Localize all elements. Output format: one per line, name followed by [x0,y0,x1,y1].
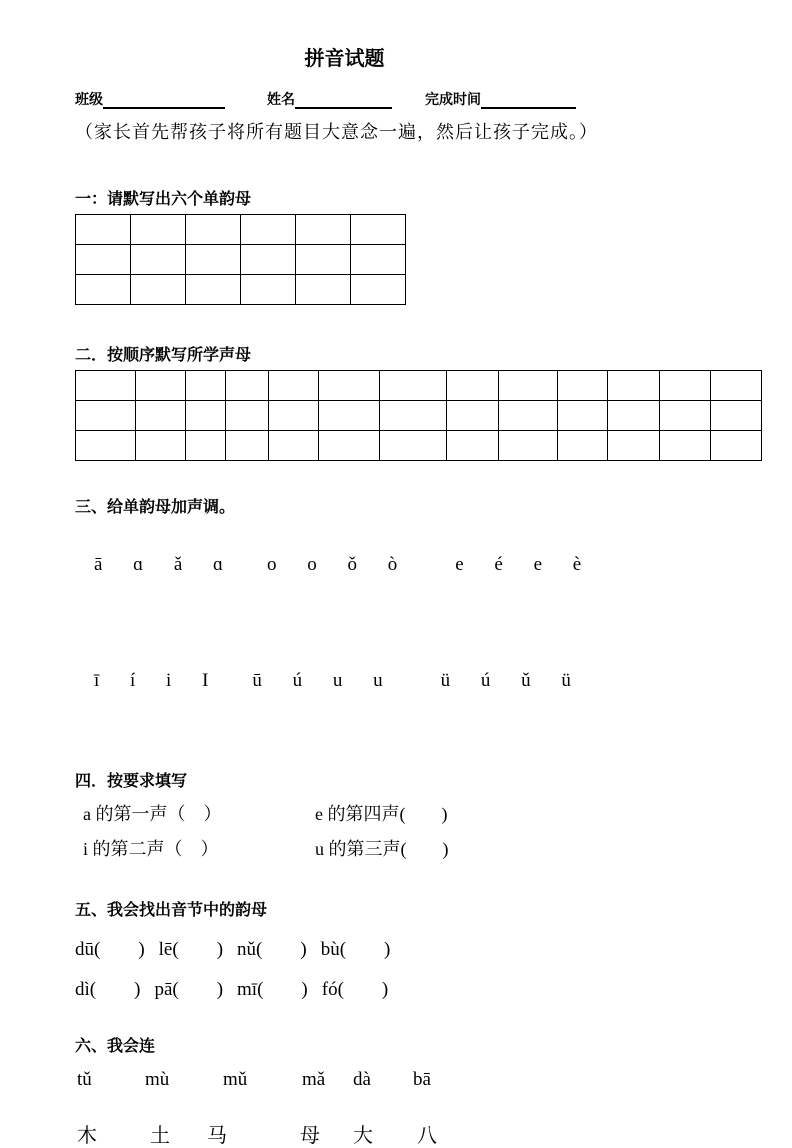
answer-cell[interactable] [269,431,319,461]
pinyin-ma[interactable]: mǎ [302,1069,326,1090]
answer-cell[interactable] [186,245,241,275]
answer-cell[interactable] [296,275,351,305]
answer-cell[interactable] [380,401,447,431]
pinyin-ba[interactable]: bā [413,1069,431,1090]
header-fields [75,89,764,109]
answer-cell[interactable] [608,431,660,461]
time-label: 完成时间 [425,91,481,107]
syllable-row-2 [75,974,764,1001]
answer-cell[interactable] [319,371,380,401]
name-blank[interactable] [295,92,392,109]
answer-cell[interactable] [351,215,406,245]
answer-cell[interactable] [660,431,711,461]
fill-row-2 [75,835,764,861]
pinyin-da[interactable]: dà [353,1069,371,1090]
answer-cell[interactable] [131,275,186,305]
answer-cell[interactable] [226,401,269,431]
answer-cell[interactable] [136,401,186,431]
answer-cell[interactable] [319,401,380,431]
answer-cell[interactable] [131,245,186,275]
class-label: 班级 [75,91,103,107]
answer-cell[interactable] [269,371,319,401]
answer-cell[interactable] [499,431,558,461]
answer-cell[interactable] [711,371,762,401]
answer-cell[interactable] [499,371,558,401]
answer-cell[interactable] [558,401,608,431]
tone-group-v: ü ú ǔ ü [440,670,571,691]
answer-cell[interactable] [269,401,319,431]
hanzi-earth[interactable]: 土 [150,1125,170,1147]
answer-cell[interactable] [447,401,499,431]
fill-row-1 [75,800,764,826]
connect-pinyin-row [75,1069,764,1097]
answer-cell[interactable] [319,431,380,461]
class-blank[interactable] [103,92,225,109]
syllable-bu[interactable]: bù( ) [320,939,391,960]
fill-item-u3[interactable]: u 的第三声( ) [315,839,449,859]
section1-heading: 一：请默写出六个单韵母 [75,191,252,208]
answer-cell[interactable] [608,371,660,401]
name-field [267,89,425,109]
answer-cell[interactable] [660,371,711,401]
syllable-le[interactable]: lē( ) [158,939,224,960]
pinyin-tu[interactable]: tǔ [77,1069,92,1090]
tone-group-e: e é e è [455,554,582,575]
answer-cell[interactable] [296,215,351,245]
pinyin-mu3[interactable]: mǔ [223,1069,248,1090]
hanzi-eight[interactable]: 八 [417,1125,437,1147]
time-blank[interactable] [481,92,576,109]
section2-answer-table [75,370,764,461]
answer-cell[interactable] [186,275,241,305]
hanzi-horse[interactable]: 马 [207,1125,227,1147]
section6-heading: 六、我会连 [75,1038,156,1055]
answer-cell[interactable] [447,431,499,461]
tone-group-a: ā ɑ ǎ ɑ [94,554,223,575]
answer-cell[interactable] [76,401,136,431]
section3-heading: 三、给单韵母加声调。 [75,499,236,516]
answer-cell[interactable] [76,371,136,401]
syllable-mi[interactable]: mī( ) [237,979,308,1000]
answer-cell[interactable] [186,371,226,401]
answer-cell[interactable] [136,371,186,401]
answer-cell[interactable] [660,401,711,431]
answer-cell[interactable] [241,245,296,275]
answer-cell[interactable] [380,431,447,461]
pinyin-mu4[interactable]: mù [145,1069,170,1090]
answer-cell[interactable] [76,215,131,245]
syllable-di[interactable]: dì( ) [75,979,141,1000]
parent-instruction-note: （家长首先帮孩子将所有题目大意念一遍，然后让孩子完成。） [75,122,598,142]
fill-item-a1[interactable]: a 的第一声（ ） [83,804,222,824]
tone-group-o: o o ǒ ò [267,554,398,575]
answer-cell[interactable] [131,215,186,245]
name-label: 姓名 [267,91,295,107]
answer-cell[interactable] [711,401,762,431]
tone-group-u: ū ú u u [252,670,383,691]
answer-cell[interactable] [76,245,131,275]
answer-cell[interactable] [447,371,499,401]
fill-item-i2[interactable]: i 的第二声（ ） [83,839,219,859]
answer-cell[interactable] [186,401,226,431]
section1-answer-table [75,214,764,305]
answer-cell[interactable] [226,431,269,461]
hanzi-big[interactable]: 大 [353,1125,373,1147]
answer-cell[interactable] [226,371,269,401]
answer-cell[interactable] [711,431,762,461]
answer-cell[interactable] [558,431,608,461]
answer-cell[interactable] [241,275,296,305]
answer-cell[interactable] [186,215,241,245]
hanzi-mother[interactable]: 母 [300,1125,320,1147]
answer-cell[interactable] [499,401,558,431]
class-field [75,89,267,109]
answer-cell[interactable] [76,431,136,461]
answer-cell[interactable] [351,275,406,305]
answer-cell[interactable] [351,245,406,275]
answer-cell[interactable] [608,401,660,431]
tone-row-1 [75,532,764,598]
connect-hanzi-row [75,1119,764,1147]
answer-cell[interactable] [296,245,351,275]
syllable-nu[interactable]: nǔ( ) [237,939,307,960]
syllable-row-1 [75,934,764,961]
syllable-fo[interactable]: fó( ) [321,979,389,1000]
tone-row-2 [75,648,764,714]
section2-heading: 二．按顺序默写所学声母 [75,347,252,364]
syllable-pa[interactable]: pā( ) [154,979,224,1000]
answer-cell[interactable] [241,215,296,245]
answer-cell[interactable] [186,431,226,461]
page-title: 拼音试题 [304,48,385,70]
answer-cell[interactable] [76,275,131,305]
tone-group-i: ī í i I [94,670,209,691]
hanzi-wood[interactable]: 木 [77,1125,97,1147]
section4-heading: 四．按要求填写 [75,773,188,790]
time-field [425,89,576,109]
section5-heading: 五、我会找出音节中的韵母 [75,902,268,919]
syllable-du[interactable]: dū( ) [75,939,145,960]
answer-cell[interactable] [380,371,447,401]
answer-cell[interactable] [136,431,186,461]
answer-cell[interactable] [558,371,608,401]
fill-item-e4[interactable]: e 的第四声( ) [315,804,448,824]
